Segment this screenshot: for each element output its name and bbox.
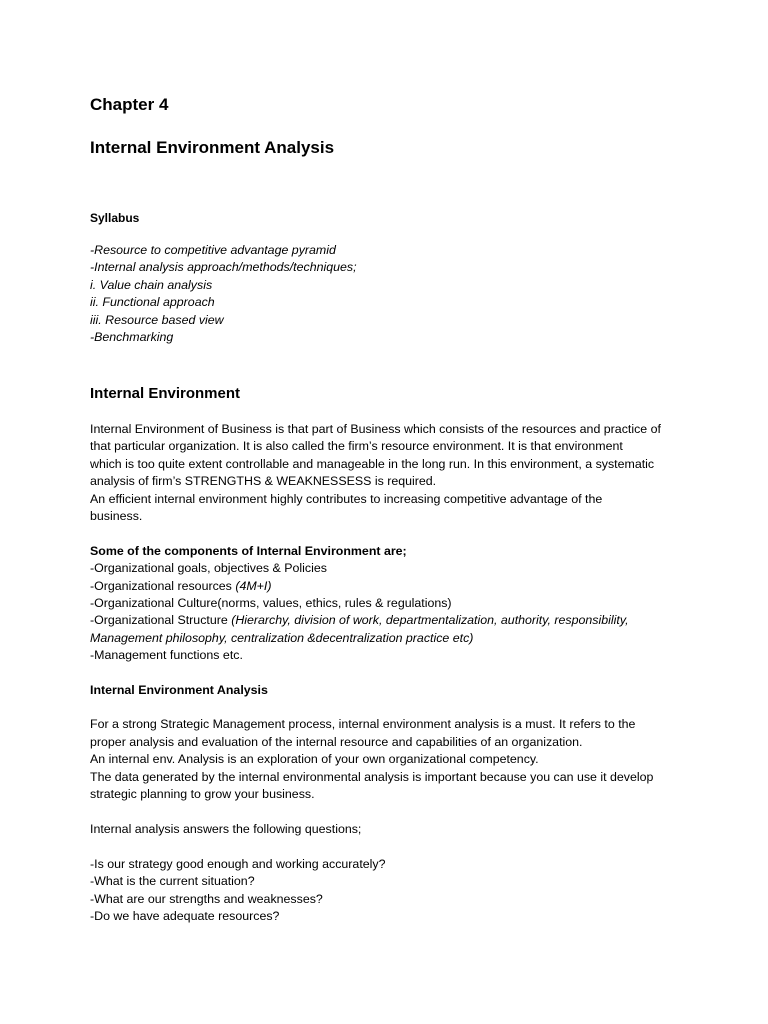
question-item: -What is the current situation?: [90, 874, 255, 888]
syllabus-item: -Resource to competitive advantage pyramid: [90, 243, 336, 257]
component-item: [90, 612, 629, 629]
paragraph-line: An internal env. Analysis is an exploration of your own organizational competency.: [90, 752, 539, 766]
paragraph-line: The data generated by the internal environmental analysis is important because you can use it develop: [90, 770, 654, 784]
syllabus-item: iii. Resource based view: [90, 313, 224, 327]
component-label: -Organizational resources: [90, 579, 236, 593]
paragraph-line: Internal Environment of Business is that part of Business which consists of the resources and practice of: [90, 422, 661, 436]
page-title: Internal Environment Analysis: [90, 138, 335, 157]
component-note-continued: Management philosophy, centralization &decentralization practice etc): [90, 631, 474, 645]
syllabus-item: ii. Functional approach: [90, 295, 215, 309]
question-item: -What are our strengths and weaknesses?: [90, 892, 323, 906]
section-heading-analysis: Internal Environment Analysis: [90, 683, 268, 697]
paragraph-line: analysis of firm’s STRENGTHS & WEAKNESSESS is required.: [90, 474, 437, 488]
syllabus-item: -Internal analysis approach/methods/techniques;: [90, 260, 357, 274]
paragraph-line: An efficient internal environment highly contributes to increasing competitive advantage of the: [90, 492, 603, 506]
component-item: [90, 578, 271, 595]
question-item: -Is our strategy good enough and working accurately?: [90, 857, 386, 871]
syllabus-heading: Syllabus: [90, 211, 140, 225]
syllabus-item: i. Value chain analysis: [90, 278, 213, 292]
question-item: -Do we have adequate resources?: [90, 909, 280, 923]
questions-intro: Internal analysis answers the following questions;: [90, 822, 362, 836]
component-item: -Management functions etc.: [90, 648, 243, 662]
component-item: -Organizational goals, objectives & Policies: [90, 561, 327, 575]
component-label: -Organizational Structure: [90, 613, 232, 627]
chapter-heading: Chapter 4: [90, 95, 169, 114]
component-item: -Organizational Culture(norms, values, ethics, rules & regulations): [90, 596, 452, 610]
paragraph-line: that particular organization. It is also called the firm’s resource environment. It is that environment: [90, 439, 623, 453]
component-note: (Hierarchy, division of work, departmentalization, authority, responsibility,: [231, 613, 629, 627]
component-note: (4M+I): [235, 579, 272, 593]
paragraph-line: For a strong Strategic Management process, internal environment analysis is a must. It refers to the: [90, 717, 636, 731]
syllabus-item: -Benchmarking: [90, 330, 174, 344]
paragraph-line: which is too quite extent controllable and manageable in the long run. In this environment, a systematic: [90, 457, 655, 471]
paragraph-line: business.: [90, 509, 143, 523]
paragraph-line: strategic planning to grow your business.: [90, 787, 315, 801]
paragraph-line: proper analysis and evaluation of the internal resource and capabilities of an organization.: [90, 735, 583, 749]
components-heading: Some of the components of Internal Environment are;: [90, 544, 407, 558]
section-heading-internal-environment: Internal Environment: [90, 385, 241, 402]
